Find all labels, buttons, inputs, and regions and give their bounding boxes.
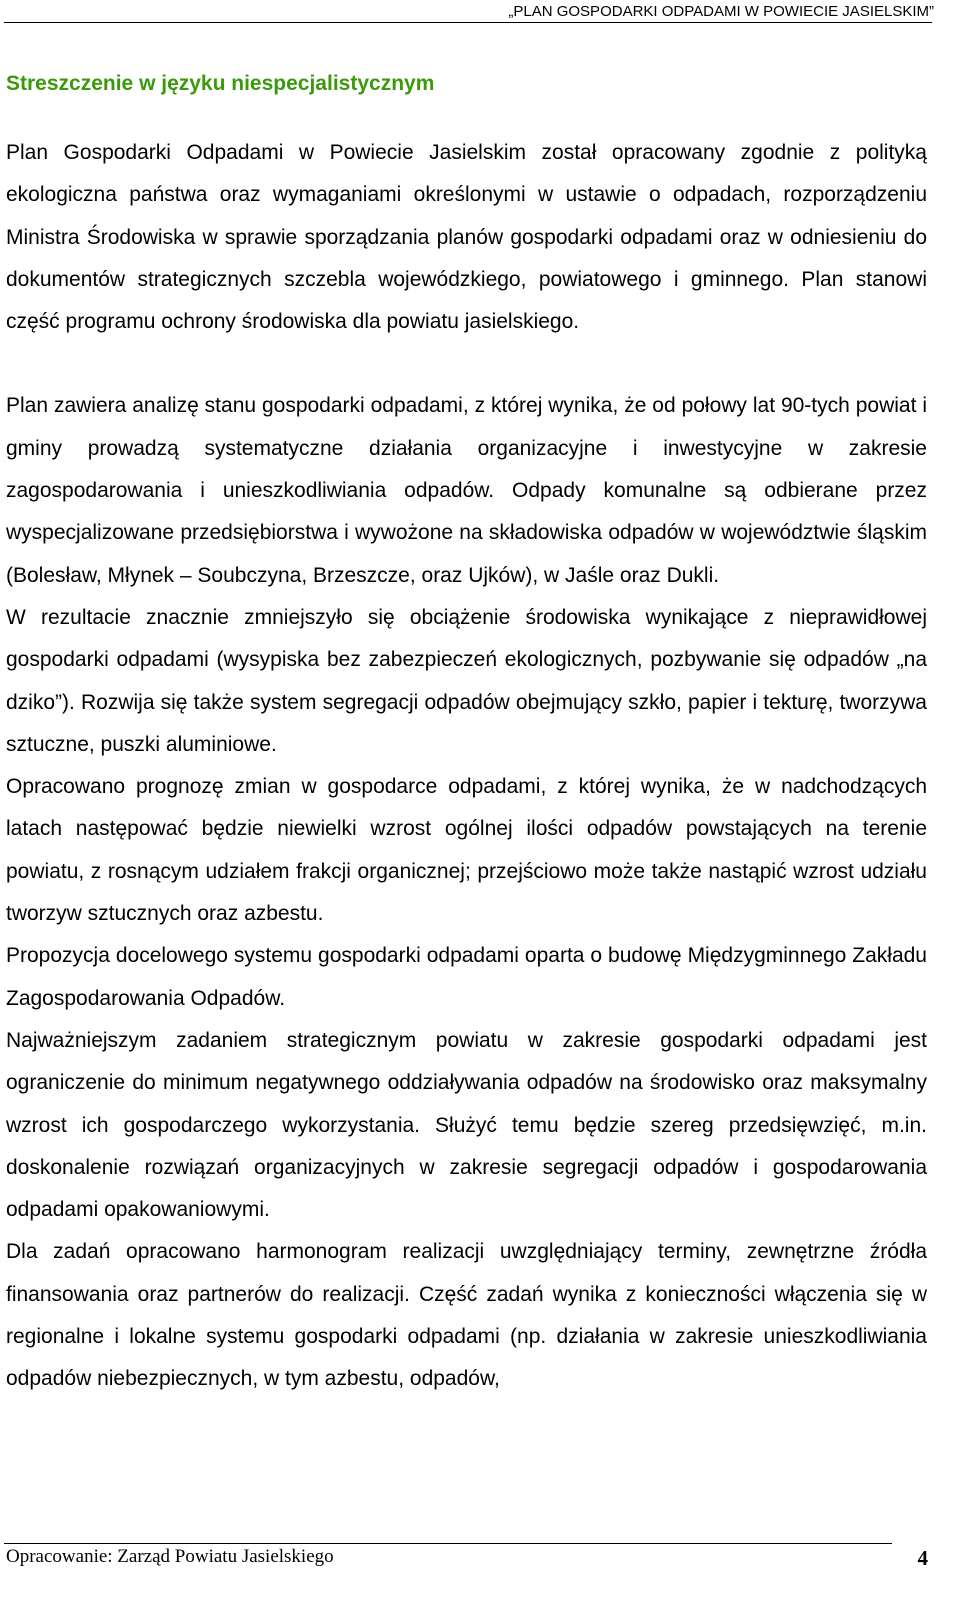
- footer-author: Opracowanie: Zarząd Powiatu Jasielskiego: [6, 1546, 334, 1567]
- paragraph-plan-overview: Plan Gospodarki Odpadami w Powiecie Jasielskim został opracowany zgodnie z polityką ekologiczna państwa oraz wymaganiami określonymi w ustawie o odpadach, rozporządzeniu Ministra Środowiska w sprawie sporządzania planów gospodarki odpadami oraz w odniesieniu do dokumentów strategicznych szczebla wojewódzkiego, powiatowego i gminnego. Plan stanowi część programu ochrony środowiska dla powiatu jasielskiego.: [6, 141, 927, 334]
- paragraph-schedule: Dla zadań opracowano harmonogram realizacji uwzględniający terminy, zewnętrzne źródła finansowania oraz partnerów do realizacji. Część zadań wynika z konieczności włączenia się w regionalne i lokalne systemu gospodarki odpadami (np. działania w zakresie unieszkodliwiania odpadów niebezpiecznych, w tym azbestu, odpadów,: [6, 1240, 927, 1391]
- page-number: 4: [917, 1546, 928, 1570]
- document-body: [6, 132, 927, 1401]
- paragraph-forecast: Opracowano prognozę zmian w gospodarce odpadami, z której wynika, że w nadchodzących latach następować będzie niewielki wzrost ogólnej ilości odpadów powstających na terenie powiatu, z rosnącym udziałem frakcji organicznej; przejściowo może także nastąpić wzrost udziału tworzyw sztucznych oraz azbestu.: [6, 775, 927, 926]
- running-header: „PLAN GOSPODARKI ODPADAMI W POWIECIE JASIELSKIM”: [508, 3, 934, 20]
- header-divider: [4, 22, 932, 23]
- paragraph-results: W rezultacie znacznie zmniejszyło się obciążenie środowiska wynikające z nieprawidłowej gospodarki odpadami (wysypiska bez zabezpieczeń ekologicznych, pozbywanie się odpadów „na dziko”). Rozwija się także system segregacji odpadów obejmujący szkło, papier i tekturę, tworzywa sztuczne, puszki aluminiowe.: [6, 605, 927, 756]
- paragraph-current-state: Plan zawiera analizę stanu gospodarki odpadami, z której wynika, że od połowy lat 90-tych powiat i gminy prowadzą systematyczne działania organizacyjne i inwestycyjne w zakresie zagospodarowania i unieszkodliwiania odpadów. Odpady komunalne są odbierane przez wyspecjalizowane przedsiębiorstwa i wywożone na składowiska odpadów w województwie śląskim (Bolesław, Młynek – Soubczyna, Brzeszcze, oraz Ujków), w Jaśle oraz Dukli.: [6, 394, 927, 587]
- section-heading: Streszczenie w języku niespecjalistycznym: [6, 72, 435, 95]
- paragraph-strategic-task: Najważniejszym zadaniem strategicznym powiatu w zakresie gospodarki odpadami jest ograniczenie do minimum negatywnego oddziaływania odpadów na środowisko oraz maksymalny wzrost ich gospodarczego wykorzystania. Służyć temu będzie szereg przedsięwzięć, m.in. doskonalenie rozwiązań organizacyjnych w zakresie segregacji odpadów i gospodarowania odpadami opakowaniowymi.: [6, 1028, 927, 1222]
- footer-divider: [4, 1543, 892, 1544]
- paragraph-proposal: Propozycja docelowego systemu gospodarki odpadami oparta o budowę Międzygminnego Zakładu Zagospodarowania Odpadów.: [6, 944, 927, 1010]
- paragraph-spacer: [6, 343, 927, 385]
